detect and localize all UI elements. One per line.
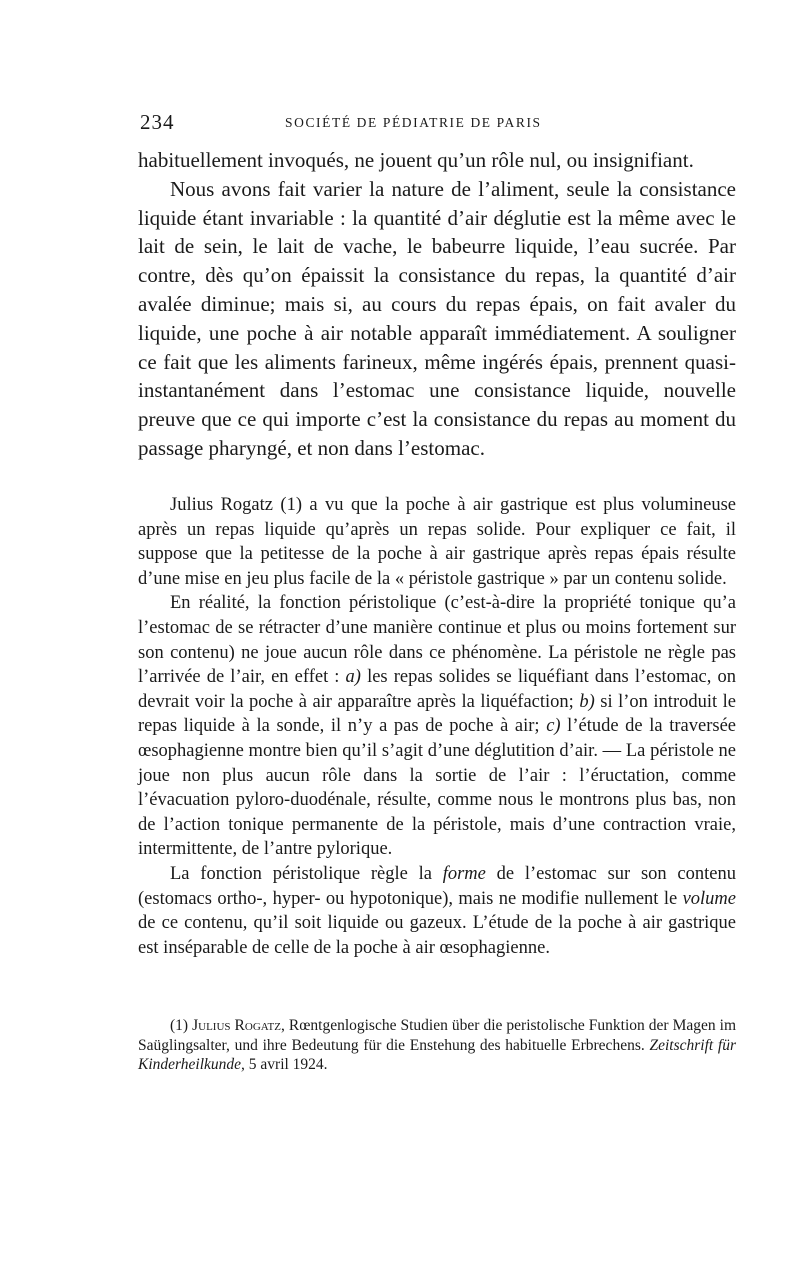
paragraph-rogatz: Julius Rogatz (1) a vu que la poche à air gastrique est plus volumineuse après un repas liquide qu’après un repas solide. Pour expliquer ce fait, il suppose que la petitesse de la poche à air gastrique après repas épais résulte d’une mise en jeu plus facile de la « péristole gastrique » par un contenu solide. (138, 495, 736, 589)
page-number: 234 (140, 110, 175, 134)
footnote (138, 1016, 736, 1075)
footnote-date: 5 avril 1924. (244, 1056, 328, 1073)
paragraph-aliment: Nous avons fait varier la nature de l’aliment, seule la consistance liquide étant invariable : la quantité d’air déglutie est la même avec le lait de sein, le lait de vache, le babeurre liquide, l’eau sucrée. Par contre, dès qu’on épaissit la consistance du repas, la quantité d’air avalée diminue; mais si, au cours du repas épais, on fait avaler du liquide, une poche à air notable apparaît immédiatement. A souligner ce fait que les aliments farineux, même ingérés épais, prennent quasi-instantanément dans l’estomac une consistance liquide, nouvelle preuve que ce qui importe c’est la consistance du repas au moment du passage pharyngé, et non dans l’estomac. (138, 176, 736, 460)
footnote-journal: Zeitschrift für Kinderheilkunde, (138, 1036, 736, 1073)
list-marker-a: a) (345, 667, 361, 688)
small-text-block (138, 493, 736, 960)
footnote-author: Julius Rogatz, (192, 1017, 285, 1034)
page-header (140, 110, 740, 140)
running-head: SOCIÉTÉ DE PÉDIATRIE DE PARIS (285, 115, 542, 130)
footnote-text (138, 1016, 736, 1075)
main-text-block (138, 146, 736, 463)
text-segment: les repas solides se liquéfiant dans l’estomac, on devrait voir la poche à air apparaître après la liquéfaction; (138, 667, 736, 712)
paragraph-fonction (138, 862, 736, 960)
emphasis-volume: volume (682, 888, 736, 909)
list-marker-c: c) (546, 716, 561, 737)
text-segment: La fonction péristolique règle la (170, 863, 443, 884)
list-marker-b: b) (579, 691, 595, 712)
footnote-title: Rœntgenlogische Studien über die peristolische Funktion der Magen im Saüglingsalter, und ihre Bedeutung für die Enstehung des habituelle Erbrechens. (138, 1017, 737, 1054)
paragraph-peristole (138, 591, 736, 862)
text-segment: l’étude de la traversée œsophagienne montre bien qu’il s’agit d’une déglutition d’air. — La péristole ne joue non plus aucun rôle dans la sortie de l’air : l’éructation, comme l’évacuation pyloro-duodénale, résulte, comme nous le montrons plus bas, non de l’action tonique permanente de la péristole, mais d’une contraction vraie, intermittente, de l’antre pylorique. (138, 716, 736, 860)
text-segment: de l’estomac sur son contenu (estomacs ortho-, hyper- ou hypotonique), mais ne modifie nullement le (138, 863, 736, 909)
paragraph-continuation: habituellement invoqués, ne jouent qu’un rôle nul, ou insignifiant. (138, 148, 694, 172)
text-segment: En réalité, la fonction péristolique (c’est-à-dire la propriété tonique qu’a l’estomac de se rétracter d’une manière continue et plus ou moins fortement sur son contenu) ne joue aucun rôle dans ce phénomène. La péristole ne règle pas l’arrivée de l’air, en effet : (138, 593, 736, 688)
footnote-marker: (1) (170, 1017, 189, 1034)
emphasis-forme: forme (442, 863, 486, 884)
text-segment: de ce contenu, qu’il soit liquide ou gazeux. L’étude de la poche à air gastrique est inséparable de celle de la poche à air œsophagienne. (138, 913, 736, 958)
text-segment: si l’on introduit le repas liquide à la sonde, il n’y a pas de poche à air; (138, 691, 736, 737)
